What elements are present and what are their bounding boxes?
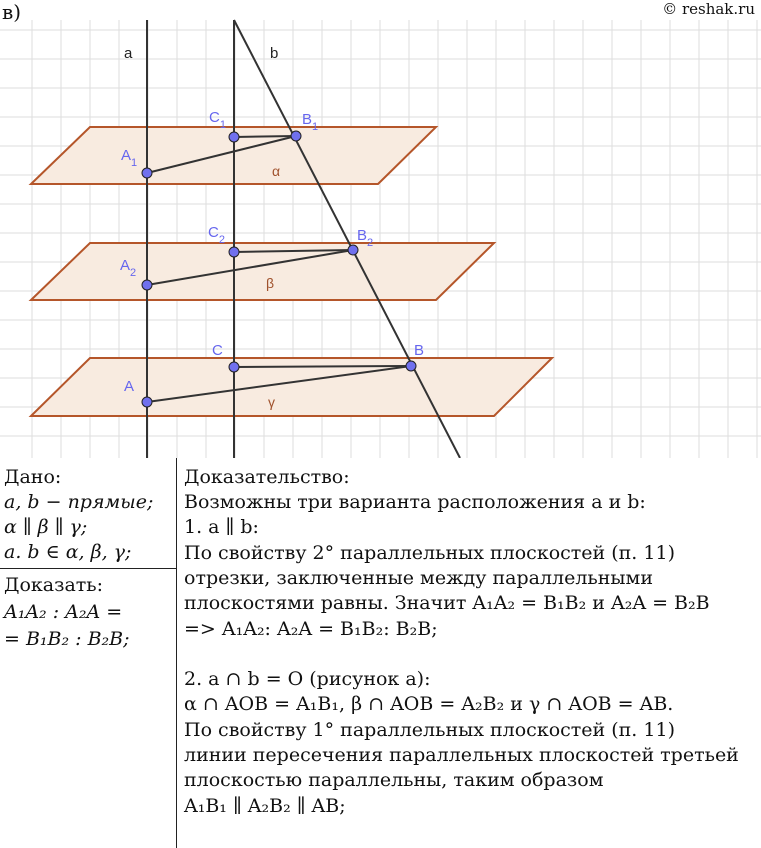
point-c2 — [229, 247, 239, 257]
proof-line: По свойству 2° параллельных плоскостей (п. 11) — [184, 542, 675, 564]
point-a — [142, 397, 152, 407]
given-line-3: a. b ∈ α, β, γ; — [4, 541, 132, 563]
point-b2-label: $B_2$ — [357, 227, 374, 249]
proof-line: Возможны три варианта расположения a и b: — [184, 491, 646, 513]
prove-title: Доказать: — [4, 574, 104, 596]
segment-c1b1 — [234, 136, 296, 137]
given-line-2: α ∥ β ∥ γ; — [4, 516, 88, 538]
proof-line: A₁B₁ ∥ A₂B₂ ∥ AB; — [184, 795, 346, 817]
point-b1 — [291, 131, 301, 141]
point-b1-label: $B_1$ — [302, 111, 319, 133]
proof-line: линии пересечения параллельных плоскостей третьей — [184, 744, 739, 766]
point-a1 — [142, 168, 152, 178]
proof-line: 2. a ∩ b = O (рисунок а): — [184, 668, 431, 690]
point-b2 — [348, 245, 358, 255]
point-a2 — [142, 280, 152, 290]
proof-line: По свойству 1° параллельных плоскостей (п. 11) — [184, 719, 675, 741]
given-line-1: a, b − прямые; — [4, 491, 154, 513]
point-a1-label: $A_1$ — [121, 147, 138, 169]
point-c1-label: $C_1$ — [209, 109, 226, 131]
figure-label: в) — [2, 0, 22, 24]
segment-cb — [234, 366, 411, 367]
point-c-label: C — [212, 342, 223, 359]
plane-beta-label: β — [266, 275, 275, 291]
line-a-label: a — [124, 45, 133, 62]
point-a2-label: $A_2$ — [120, 257, 137, 279]
point-a-label: A — [124, 378, 135, 395]
given-prove-divider — [0, 568, 176, 569]
proof-line: плоскостями равны. Значит A₁A₂ = B₁B₂ и A₂A = B₂B — [184, 592, 710, 614]
prove-line-1: A₁A₂ : A₂A = — [4, 601, 123, 623]
proof-line: α ∩ AOB = A₁B₁, β ∩ AOB = A₂B₂ и γ ∩ AOB = AB. — [184, 693, 674, 715]
prove-line-2: = B₁B₂ : B₂B; — [4, 628, 130, 650]
point-b — [406, 361, 416, 371]
column-divider — [176, 458, 177, 848]
proof-line: отрезки, заключенные между параллельными — [184, 567, 653, 589]
plane-gamma-label: γ — [268, 394, 275, 410]
given-title: Дано: — [4, 466, 62, 488]
watermark: © reshak.ru — [662, 0, 755, 18]
proof-line: 1. a ∥ b: — [184, 516, 259, 538]
proof-line: плоскостью параллельны, таким образом — [184, 769, 604, 791]
point-c1 — [229, 132, 239, 142]
point-c — [229, 362, 239, 372]
proof-title: Доказательство: — [184, 466, 350, 488]
proof-line: => A₁A₂: A₂A = B₁B₂: B₂B; — [184, 618, 438, 640]
plane-alpha-label: α — [272, 163, 281, 179]
point-c2-label: $C_2$ — [208, 224, 225, 246]
line-b-label: b — [270, 45, 279, 62]
point-b-label: B — [414, 342, 425, 359]
